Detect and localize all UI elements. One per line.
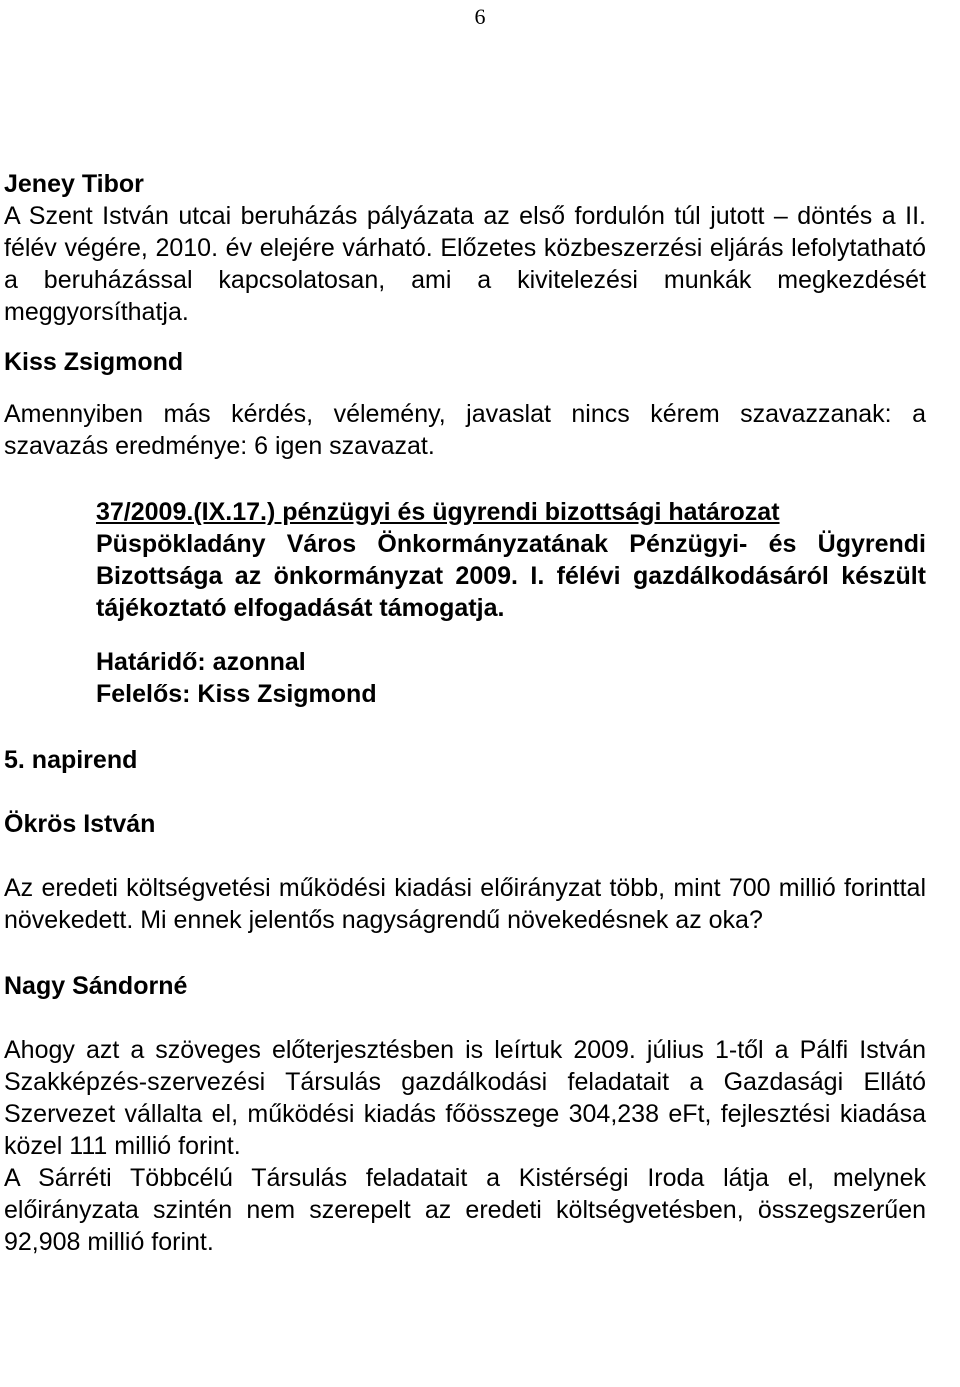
- agenda-item-heading: 5. napirend: [4, 746, 138, 774]
- speech-paragraph: A Szent István utcai beruházás pályázata az első fordulón túl jutott – döntés a II. félév végére, 2010. év elejére várható. Előzetes közbeszerzési eljárás lefolytatható a beruházással kapcsolatosan, ami a kivitelezési munkák megkezdését meggyorsíthatja.: [4, 202, 926, 326]
- speech-paragraph: Amennyiben más kérdés, vélemény, javaslat nincs kérem szavazzanak: a szavazás eredménye: 6 igen szavazat.: [4, 400, 926, 460]
- speech-paragraph: Az eredeti költségvetési működési kiadási előirányzat több, mint 700 millió forinttal növekedett. Mi ennek jelentős nagyságrendű növekedésnek az oka?: [4, 874, 926, 934]
- page-number: 6: [474, 4, 486, 29]
- resolution-responsible: Felelős: Kiss Zsigmond: [96, 680, 377, 708]
- document-body: [4, 168, 926, 1258]
- speaker-name: Kiss Zsigmond: [4, 348, 184, 376]
- resolution-body: Püspökladány Város Önkormányzatának Pénzügyi- és Ügyrendi Bizottsága az önkormányzat 2009. I. félévi gazdálkodásáról készült tájékoztató elfogadását támogatja.: [96, 530, 926, 622]
- speech-paragraph: Ahogy azt a szöveges előterjesztésben is leírtuk 2009. július 1-től a Pálfi István Szakképzés-szervezési Társulás gazdálkodási feladatait a Gazdasági Ellátó Szervezet vállalta el, működési kiadás főösszege 304,238 eFt, fejlesztési kiadása közel 111 millió forint.: [4, 1036, 926, 1160]
- resolution-deadline: Határidő: azonnal: [96, 648, 306, 676]
- resolution-block: [96, 496, 926, 710]
- resolution-title: 37/2009.(IX.17.) pénzügyi és ügyrendi bizottsági határozat: [96, 498, 780, 526]
- speaker-name: Ökrös István: [4, 810, 156, 838]
- speaker-name: Jeney Tibor: [4, 170, 144, 198]
- speaker-name: Nagy Sándorné: [4, 972, 188, 1000]
- speech-paragraph: A Sárréti Többcélú Társulás feladatait a Kistérségi Iroda látja el, melynek előirányzata szintén nem szerepelt az eredeti költségvetésben, összegszerűen 92,908 millió forint.: [4, 1164, 926, 1256]
